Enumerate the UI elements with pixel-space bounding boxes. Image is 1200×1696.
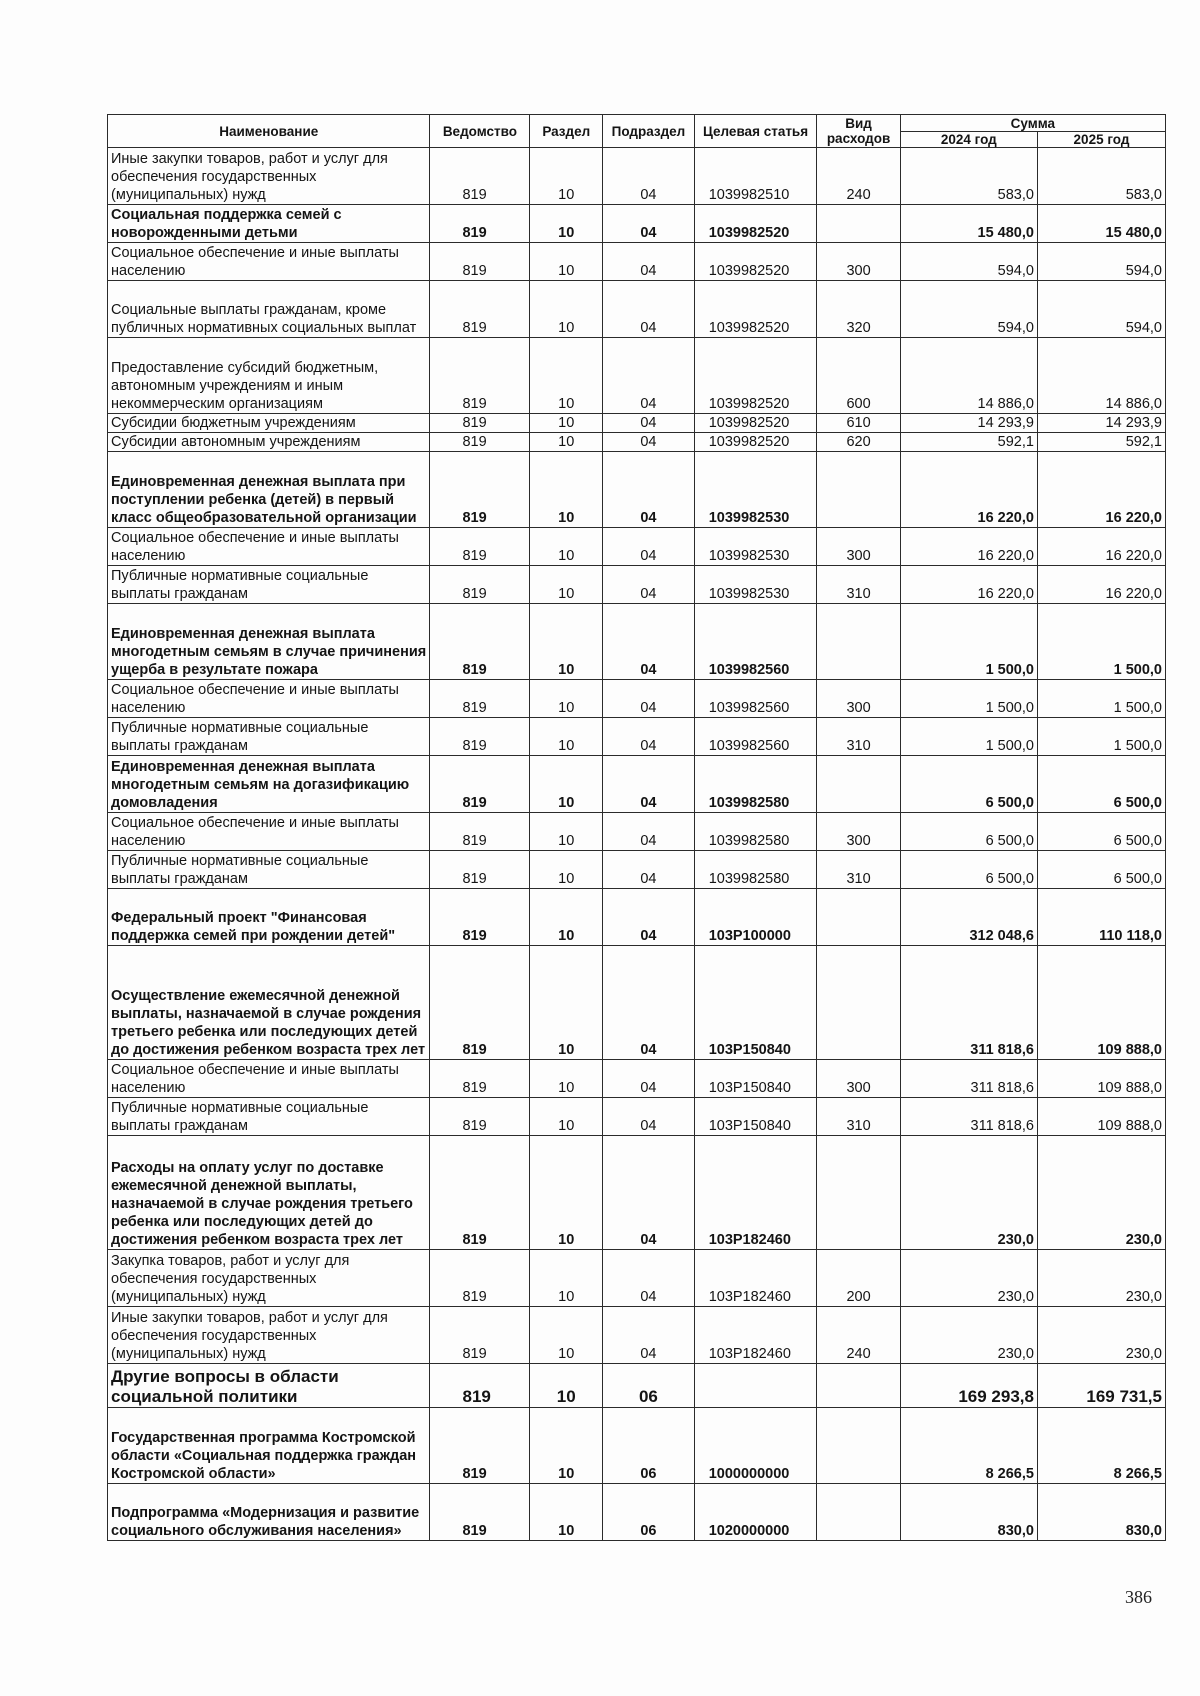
row-subsection: 04 (603, 1098, 695, 1136)
table-row (108, 1364, 1166, 1408)
row-expense-type: 300 (817, 528, 900, 566)
row-section: 10 (530, 1364, 603, 1408)
row-section: 10 (530, 433, 603, 452)
row-section: 10 (530, 1307, 603, 1364)
row-sum-2025: 8 266,5 (1037, 1408, 1165, 1484)
table-row (108, 528, 1166, 566)
table-row (108, 1484, 1166, 1541)
row-sum-2025: 230,0 (1037, 1250, 1165, 1307)
row-subsection: 04 (603, 1136, 695, 1250)
row-name: Социальное обеспечение и иные выплаты населению (108, 813, 430, 851)
row-sum-2024: 230,0 (900, 1250, 1037, 1307)
row-sum-2024: 14 293,9 (900, 414, 1037, 433)
row-expense-type (817, 205, 900, 243)
table-row (108, 1250, 1166, 1307)
row-name: Социальное обеспечение и иные выплаты населению (108, 243, 430, 281)
row-expense-type: 240 (817, 1307, 900, 1364)
row-section: 10 (530, 528, 603, 566)
row-name: Социальная поддержка семей с новорожденными детьми (108, 205, 430, 243)
row-name: Осуществление ежемесячной денежной выплаты, назначаемой в случае рождения третьего ребенка или последующих детей до достижения ребенком возраста трех лет (108, 946, 430, 1060)
row-department: 819 (430, 1250, 530, 1307)
row-expense-type: 300 (817, 1060, 900, 1098)
row-sum-2024: 583,0 (900, 148, 1037, 205)
row-department: 819 (430, 1408, 530, 1484)
row-subsection: 06 (603, 1484, 695, 1541)
row-sum-2024: 6 500,0 (900, 851, 1037, 889)
row-sum-2024: 830,0 (900, 1484, 1037, 1541)
row-department: 819 (430, 452, 530, 528)
header-year-2025: 2025 год (1037, 132, 1165, 148)
row-sum-2025: 6 500,0 (1037, 851, 1165, 889)
row-name: Иные закупки товаров, работ и услуг для обеспечения государственных (муниципальных) нужд (108, 1307, 430, 1364)
row-section: 10 (530, 281, 603, 338)
row-subsection: 04 (603, 338, 695, 414)
row-department: 819 (430, 338, 530, 414)
row-expense-type (817, 889, 900, 946)
row-department: 819 (430, 1364, 530, 1408)
table-row (108, 889, 1166, 946)
header-department: Ведомство (430, 115, 530, 148)
row-name: Публичные нормативные социальные выплаты гражданам (108, 1098, 430, 1136)
row-subsection: 04 (603, 281, 695, 338)
row-sum-2025: 1 500,0 (1037, 718, 1165, 756)
row-target-article: 1039982520 (694, 243, 817, 281)
header-expense-type: Вид расходов (817, 115, 900, 148)
row-department: 819 (430, 528, 530, 566)
row-sum-2024: 6 500,0 (900, 813, 1037, 851)
row-department: 819 (430, 205, 530, 243)
row-sum-2024: 311 818,6 (900, 946, 1037, 1060)
row-target-article: 103P182460 (694, 1136, 817, 1250)
row-department: 819 (430, 813, 530, 851)
table-body (108, 148, 1166, 1541)
table-row (108, 718, 1166, 756)
row-name: Субсидии автономным учреждениям (108, 433, 430, 452)
row-name: Публичные нормативные социальные выплаты гражданам (108, 718, 430, 756)
row-target-article: 1039982530 (694, 452, 817, 528)
row-subsection: 04 (603, 604, 695, 680)
row-section: 10 (530, 756, 603, 813)
row-expense-type (817, 1136, 900, 1250)
row-sum-2025: 14 293,9 (1037, 414, 1165, 433)
row-target-article: 1039982520 (694, 414, 817, 433)
row-department: 819 (430, 1098, 530, 1136)
row-subsection: 04 (603, 946, 695, 1060)
table-row (108, 1136, 1166, 1250)
row-sum-2025: 592,1 (1037, 433, 1165, 452)
row-sum-2025: 6 500,0 (1037, 813, 1165, 851)
table-row (108, 604, 1166, 680)
row-section: 10 (530, 604, 603, 680)
row-name: Другие вопросы в области социальной политики (108, 1364, 430, 1408)
row-target-article: 1000000000 (694, 1408, 817, 1484)
row-sum-2025: 169 731,5 (1037, 1364, 1165, 1408)
row-name: Публичные нормативные социальные выплаты гражданам (108, 566, 430, 604)
row-name: Единовременная денежная выплата при поступлении ребенка (детей) в первый класс общеобразовательной организации (108, 452, 430, 528)
table-row (108, 281, 1166, 338)
table-row (108, 680, 1166, 718)
row-name: Расходы на оплату услуг по доставке ежемесячной денежной выплаты, назначаемой в случае рождения третьего ребенка или последующих детей до достижения ребенком возраста трех лет (108, 1136, 430, 1250)
row-department: 819 (430, 1060, 530, 1098)
row-sum-2025: 16 220,0 (1037, 566, 1165, 604)
row-sum-2024: 6 500,0 (900, 756, 1037, 813)
row-expense-type (817, 1408, 900, 1484)
row-section: 10 (530, 1060, 603, 1098)
row-section: 10 (530, 243, 603, 281)
row-sum-2025: 109 888,0 (1037, 1060, 1165, 1098)
row-sum-2025: 16 220,0 (1037, 528, 1165, 566)
row-section: 10 (530, 813, 603, 851)
row-subsection: 04 (603, 851, 695, 889)
row-target-article: 103P150840 (694, 946, 817, 1060)
row-department: 819 (430, 946, 530, 1060)
row-section: 10 (530, 718, 603, 756)
row-sum-2024: 230,0 (900, 1136, 1037, 1250)
row-subsection: 04 (603, 566, 695, 604)
header-subsection: Подраздел (603, 115, 695, 148)
row-name: Государственная программа Костромской области «Социальная поддержка граждан Костромской области» (108, 1408, 430, 1484)
row-sum-2024: 1 500,0 (900, 718, 1037, 756)
row-subsection: 06 (603, 1408, 695, 1484)
table-row (108, 813, 1166, 851)
table-row (108, 1408, 1166, 1484)
row-department: 819 (430, 148, 530, 205)
row-section: 10 (530, 680, 603, 718)
row-target-article: 103P150840 (694, 1098, 817, 1136)
row-section: 10 (530, 851, 603, 889)
row-section: 10 (530, 205, 603, 243)
row-sum-2024: 15 480,0 (900, 205, 1037, 243)
row-target-article: 1039982560 (694, 680, 817, 718)
row-department: 819 (430, 433, 530, 452)
table-row (108, 338, 1166, 414)
row-department: 819 (430, 889, 530, 946)
row-name: Предоставление субсидий бюджетным, автономным учреждениям и иным некоммерческим организациям (108, 338, 430, 414)
row-sum-2025: 6 500,0 (1037, 756, 1165, 813)
row-target-article: 103P182460 (694, 1307, 817, 1364)
row-department: 819 (430, 1484, 530, 1541)
row-sum-2024: 14 886,0 (900, 338, 1037, 414)
row-subsection: 04 (603, 756, 695, 813)
row-sum-2024: 311 818,6 (900, 1098, 1037, 1136)
row-sum-2024: 592,1 (900, 433, 1037, 452)
row-name: Субсидии бюджетным учреждениям (108, 414, 430, 433)
row-expense-type: 320 (817, 281, 900, 338)
row-expense-type (817, 452, 900, 528)
header-target-article: Целевая статья (694, 115, 817, 148)
table-row (108, 1098, 1166, 1136)
table-row (108, 1307, 1166, 1364)
row-expense-type (817, 946, 900, 1060)
row-target-article: 1039982530 (694, 528, 817, 566)
row-expense-type: 300 (817, 680, 900, 718)
row-section: 10 (530, 1250, 603, 1307)
header-sum: Сумма (900, 115, 1165, 132)
row-subsection: 04 (603, 528, 695, 566)
row-sum-2024: 311 818,6 (900, 1060, 1037, 1098)
row-subsection: 04 (603, 718, 695, 756)
table-row (108, 756, 1166, 813)
row-target-article: 1020000000 (694, 1484, 817, 1541)
row-expense-type: 300 (817, 243, 900, 281)
row-department: 819 (430, 718, 530, 756)
row-sum-2025: 109 888,0 (1037, 1098, 1165, 1136)
row-target-article: 1039982520 (694, 281, 817, 338)
row-subsection: 04 (603, 889, 695, 946)
row-expense-type: 310 (817, 851, 900, 889)
table-row (108, 566, 1166, 604)
header-section: Раздел (530, 115, 603, 148)
row-sum-2025: 594,0 (1037, 243, 1165, 281)
row-sum-2024: 312 048,6 (900, 889, 1037, 946)
row-name: Иные закупки товаров, работ и услуг для обеспечения государственных (муниципальных) нужд (108, 148, 430, 205)
header-year-2024: 2024 год (900, 132, 1037, 148)
row-department: 819 (430, 1307, 530, 1364)
row-sum-2025: 110 118,0 (1037, 889, 1165, 946)
row-expense-type (817, 1364, 900, 1408)
row-subsection: 04 (603, 148, 695, 205)
row-sum-2024: 169 293,8 (900, 1364, 1037, 1408)
row-department: 819 (430, 680, 530, 718)
row-subsection: 06 (603, 1364, 695, 1408)
row-target-article: 103P182460 (694, 1250, 817, 1307)
row-expense-type: 300 (817, 813, 900, 851)
table-row (108, 1060, 1166, 1098)
row-expense-type: 310 (817, 566, 900, 604)
row-section: 10 (530, 1484, 603, 1541)
row-subsection: 04 (603, 1060, 695, 1098)
row-department: 819 (430, 1136, 530, 1250)
row-section: 10 (530, 1098, 603, 1136)
row-department: 819 (430, 604, 530, 680)
row-target-article: 1039982580 (694, 851, 817, 889)
row-sum-2024: 16 220,0 (900, 566, 1037, 604)
row-expense-type: 240 (817, 148, 900, 205)
row-sum-2025: 830,0 (1037, 1484, 1165, 1541)
table-row (108, 148, 1166, 205)
row-sum-2025: 1 500,0 (1037, 604, 1165, 680)
row-sum-2024: 16 220,0 (900, 452, 1037, 528)
budget-table (107, 114, 1166, 1541)
row-expense-type: 600 (817, 338, 900, 414)
row-target-article: 1039982560 (694, 604, 817, 680)
table-row (108, 243, 1166, 281)
row-expense-type: 310 (817, 1098, 900, 1136)
table-row (108, 433, 1166, 452)
row-name: Закупка товаров, работ и услуг для обеспечения государственных (муниципальных) нужд (108, 1250, 430, 1307)
row-sum-2024: 594,0 (900, 243, 1037, 281)
row-name: Социальное обеспечение и иные выплаты населению (108, 1060, 430, 1098)
row-department: 819 (430, 851, 530, 889)
row-target-article: 1039982520 (694, 433, 817, 452)
row-section: 10 (530, 338, 603, 414)
row-sum-2024: 1 500,0 (900, 680, 1037, 718)
row-name: Федеральный проект "Финансовая поддержка семей при рождении детей" (108, 889, 430, 946)
row-subsection: 04 (603, 243, 695, 281)
row-section: 10 (530, 889, 603, 946)
row-section: 10 (530, 1136, 603, 1250)
row-target-article: 1039982580 (694, 813, 817, 851)
row-sum-2025: 109 888,0 (1037, 946, 1165, 1060)
row-expense-type: 610 (817, 414, 900, 433)
table-row (108, 414, 1166, 433)
row-subsection: 04 (603, 1307, 695, 1364)
row-sum-2025: 14 886,0 (1037, 338, 1165, 414)
row-target-article: 103P150840 (694, 1060, 817, 1098)
row-subsection: 04 (603, 1250, 695, 1307)
row-section: 10 (530, 148, 603, 205)
row-subsection: 04 (603, 680, 695, 718)
row-department: 819 (430, 243, 530, 281)
table-row (108, 946, 1166, 1060)
row-subsection: 04 (603, 433, 695, 452)
row-target-article: 1039982580 (694, 756, 817, 813)
row-department: 819 (430, 566, 530, 604)
row-name: Единовременная денежная выплата многодетным семьям в случае причинения ущерба в результате пожара (108, 604, 430, 680)
row-expense-type (817, 604, 900, 680)
row-sum-2024: 8 266,5 (900, 1408, 1037, 1484)
table-row (108, 205, 1166, 243)
page-number: 386 (1125, 1587, 1152, 1607)
row-sum-2025: 230,0 (1037, 1307, 1165, 1364)
table-row (108, 452, 1166, 528)
row-section: 10 (530, 414, 603, 433)
row-sum-2025: 1 500,0 (1037, 680, 1165, 718)
row-section: 10 (530, 946, 603, 1060)
row-sum-2024: 16 220,0 (900, 528, 1037, 566)
row-department: 819 (430, 756, 530, 813)
table-row (108, 851, 1166, 889)
row-expense-type: 310 (817, 718, 900, 756)
row-target-article: 1039982520 (694, 338, 817, 414)
row-name: Подпрограмма «Модернизация и развитие социального обслуживания населения» (108, 1484, 430, 1541)
row-sum-2024: 1 500,0 (900, 604, 1037, 680)
row-department: 819 (430, 414, 530, 433)
row-section: 10 (530, 452, 603, 528)
row-subsection: 04 (603, 205, 695, 243)
row-name: Социальное обеспечение и иные выплаты населению (108, 528, 430, 566)
row-target-article: 1039982530 (694, 566, 817, 604)
row-expense-type: 620 (817, 433, 900, 452)
row-target-article: 103P100000 (694, 889, 817, 946)
row-name: Социальные выплаты гражданам, кроме публичных нормативных социальных выплат (108, 281, 430, 338)
row-subsection: 04 (603, 452, 695, 528)
row-sum-2025: 16 220,0 (1037, 452, 1165, 528)
header-name: Наименование (108, 115, 430, 148)
row-department: 819 (430, 281, 530, 338)
row-expense-type (817, 1484, 900, 1541)
row-expense-type (817, 756, 900, 813)
row-target-article: 1039982520 (694, 205, 817, 243)
row-name: Социальное обеспечение и иные выплаты населению (108, 680, 430, 718)
row-section: 10 (530, 566, 603, 604)
row-target-article (694, 1364, 817, 1408)
row-expense-type: 200 (817, 1250, 900, 1307)
row-sum-2025: 594,0 (1037, 281, 1165, 338)
row-target-article: 1039982510 (694, 148, 817, 205)
row-subsection: 04 (603, 414, 695, 433)
row-sum-2024: 594,0 (900, 281, 1037, 338)
row-sum-2024: 230,0 (900, 1307, 1037, 1364)
row-section: 10 (530, 1408, 603, 1484)
row-target-article: 1039982560 (694, 718, 817, 756)
row-subsection: 04 (603, 813, 695, 851)
row-sum-2025: 230,0 (1037, 1136, 1165, 1250)
row-sum-2025: 15 480,0 (1037, 205, 1165, 243)
row-name: Единовременная денежная выплата многодетным семьям на догазификацию домовладения (108, 756, 430, 813)
row-sum-2025: 583,0 (1037, 148, 1165, 205)
row-name: Публичные нормативные социальные выплаты гражданам (108, 851, 430, 889)
